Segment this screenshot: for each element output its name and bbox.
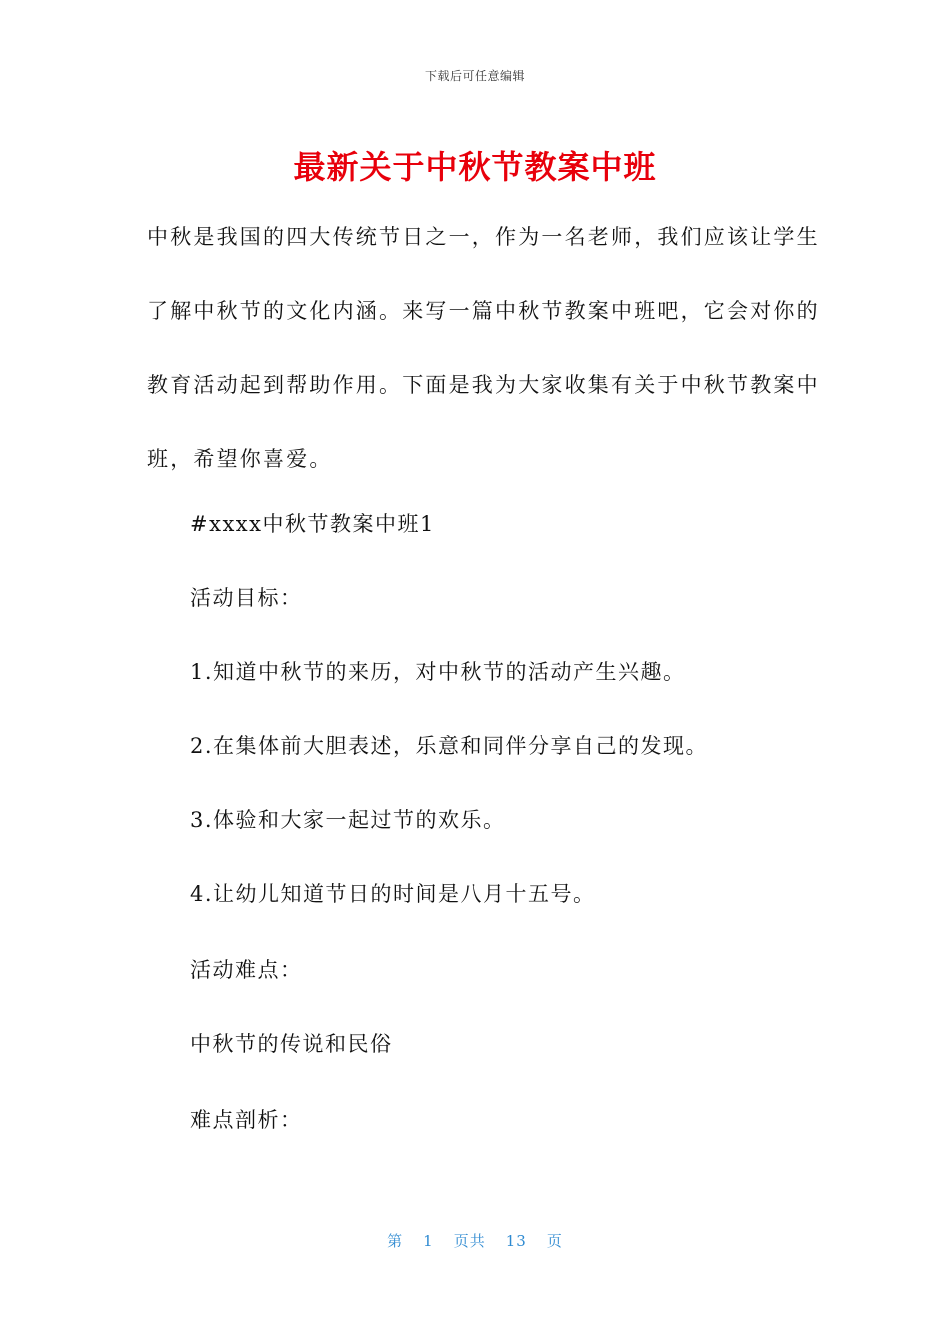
difficulty-heading: 活动难点：	[190, 958, 303, 982]
footer-page-number: 1	[423, 1232, 434, 1250]
difficulty-text: 中秋节的传说和民俗	[190, 1032, 393, 1056]
footer-page-label: 第	[387, 1232, 404, 1250]
goal-item: 2.在集体前大胆表述，乐意和同伴分享自己的发现。	[190, 734, 709, 758]
goal-item: 1.知道中秋节的来历，对中秋节的活动产生兴趣。	[190, 660, 686, 684]
goal-item: 4.让幼儿知道节日的时间是八月十五号。	[190, 882, 596, 906]
section-heading: #xxxx中秋节教案中班1	[190, 512, 435, 536]
document-title: 最新关于中秋节教案中班	[293, 148, 657, 186]
intro-line: 教育活动起到帮助作用。下面是我为大家收集有关于中秋节教案中	[147, 373, 820, 397]
goal-item: 3.体验和大家一起过节的欢乐。	[190, 808, 506, 832]
activity-goals-heading: 活动目标：	[190, 586, 303, 610]
intro-line: 班，希望你喜爱。	[147, 447, 333, 471]
page-footer	[0, 1230, 950, 1251]
footer-page-label: 页共	[453, 1232, 486, 1250]
intro-line: 中秋是我国的四大传统节日之一，作为一名老师，我们应该让学生	[147, 225, 820, 249]
intro-line: 了解中秋节的文化内涵。来写一篇中秋节教案中班吧，它会对你的	[147, 299, 820, 323]
difficulty-analysis-heading: 难点剖析：	[190, 1108, 303, 1132]
footer-page-label: 页	[546, 1232, 563, 1250]
intro-paragraph	[147, 200, 820, 496]
footer-total-pages: 13	[505, 1232, 527, 1250]
header-note: 下载后可任意编辑	[424, 69, 525, 83]
